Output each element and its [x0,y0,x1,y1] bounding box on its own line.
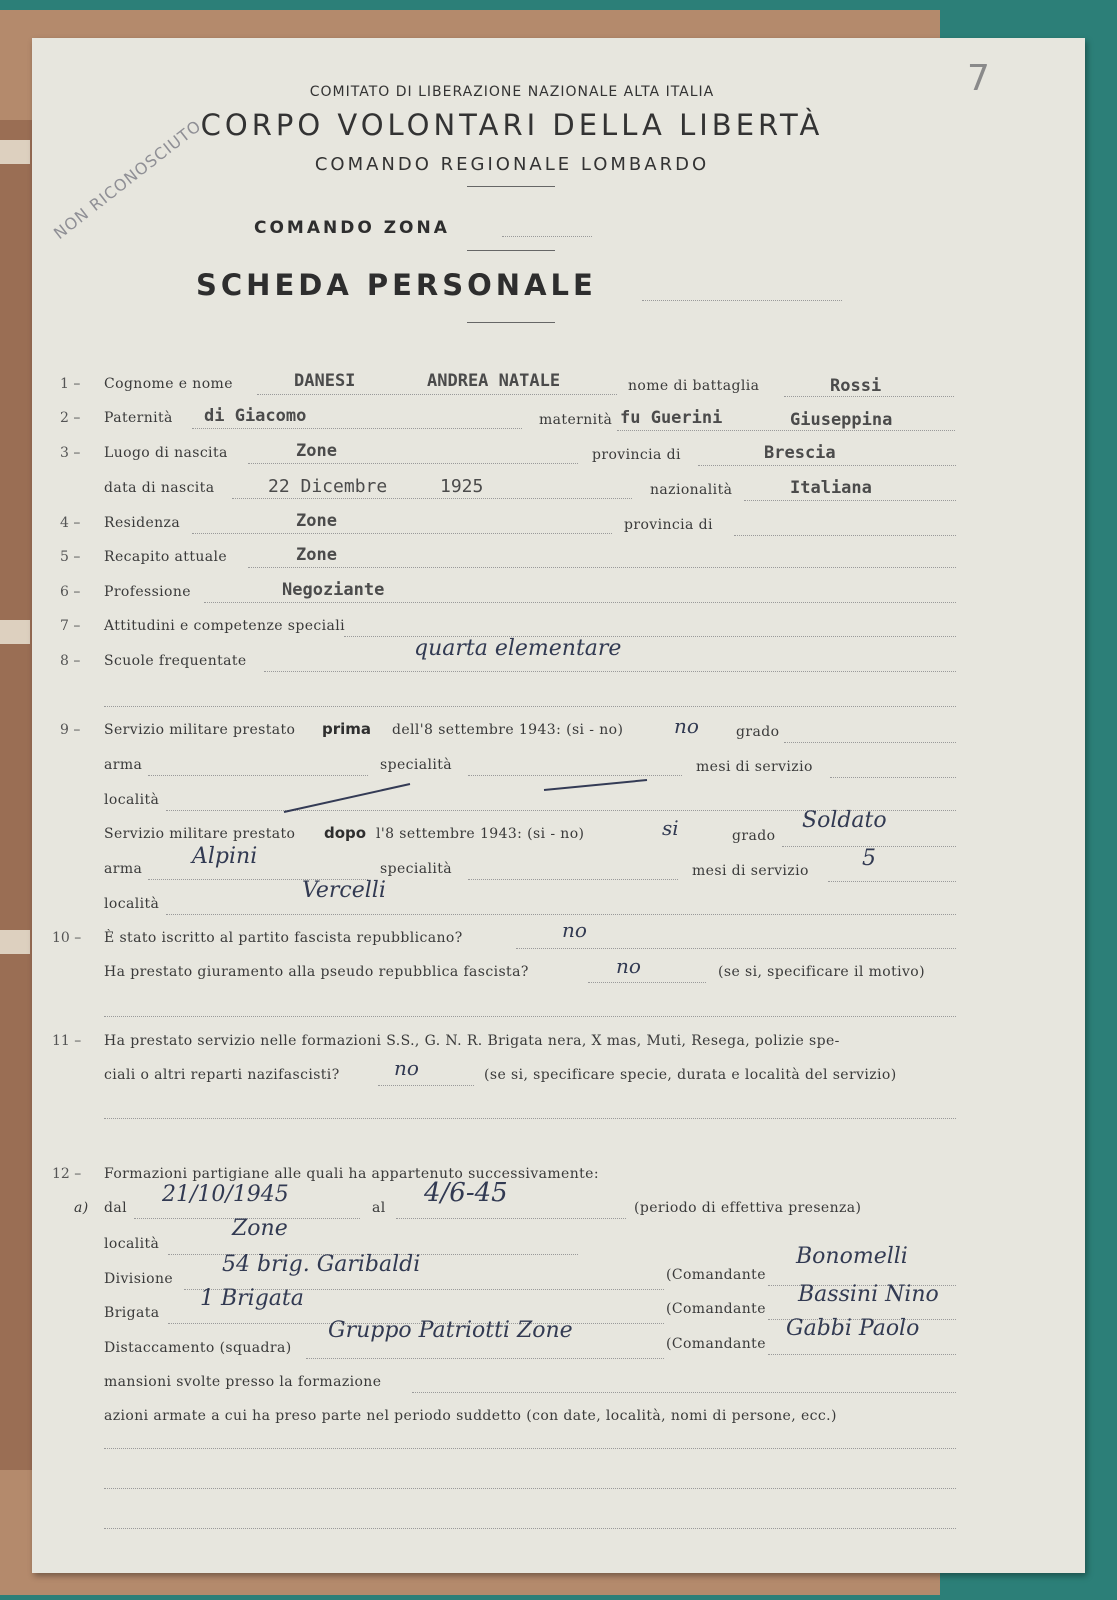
page-title: SCHEDA PERSONALE [196,268,597,302]
field-number: 3 – [60,445,81,461]
duties-label: mansioni svolte presso la formazione [104,1374,382,1390]
partisan-formations-label: Formazioni partigiane alle quali ha appartenuto successivamente: [104,1166,599,1182]
nazifascist-service-value: no [394,1056,419,1080]
field-number: 9 – [60,722,81,738]
personal-record-sheet [32,38,1085,1573]
dotted-line [516,948,956,949]
paternity-label: Paternità [104,410,173,426]
dotted-line [698,465,956,466]
location-value: Vercelli [302,878,386,903]
dotted-line [104,1488,956,1489]
to-label: al [372,1200,386,1216]
dotted-line [306,1358,664,1359]
nazifascist-service-label: Ha prestato servizio nelle formazioni S.S., G. N. R. Brigata nera, X mas, Muti, Resega, polizie spe- [104,1033,840,1049]
period-note: (periodo di effettiva presenza) [634,1200,862,1216]
birthdate-label: data di nascita [104,480,215,496]
maternity-label: maternità [539,412,613,428]
dotted-line [744,500,956,501]
surname-value: DANESI [294,371,356,391]
schools-value: quarta elementare [414,636,622,661]
fascist-party-label: È stato iscritto al partito fascista repubblicano? [104,930,463,946]
birthyear-value: 1925 [440,476,484,497]
location-value: Zone [232,1216,288,1241]
detachment-label: Distaccamento (squadra) [104,1340,292,1356]
military-service-after-label: Servizio militare prestato [104,826,296,842]
dotted-line [257,394,617,395]
armed-actions-label: azioni armate a cui ha preso parte nel periodo suddetto (con date, località, nomi di persone, ecc.) [104,1408,837,1424]
service-months-value: 5 [862,846,876,871]
specialty-label: specialità [380,861,453,877]
division-value: 54 brig. Garibaldi [222,1252,421,1277]
birthplace-value: Zone [296,441,337,461]
field-number: 8 – [60,653,81,669]
dotted-line [166,914,956,915]
dotted-line [617,430,955,431]
dotted-line [830,777,956,778]
residence-value: Zone [296,511,337,531]
military-service-date-label: dell'8 settembre 1943: (si - no) [392,722,624,738]
header-divider [467,186,555,187]
dotted-line [104,1118,956,1119]
location-label: località [104,896,160,912]
dotted-line [468,879,678,880]
commander-label: (Comandante [666,1336,766,1352]
item-a-label: a) [74,1200,89,1216]
schools-label: Scuole frequentate [104,653,247,669]
from-value: 21/10/1945 [162,1182,289,1207]
dotted-line [104,1448,956,1449]
dotted-line [828,881,956,882]
corps-heading: CORPO VOLONTARI DELLA LIBERTÀ [200,108,824,142]
nazifascist-service-note: (se si, specificare specie, durata e località del servizio) [484,1067,897,1083]
military-service-after-date-label: l'8 settembre 1943: (si - no) [376,826,585,842]
fascist-party-value: no [562,918,587,942]
battle-name-label: nome di battaglia [628,378,760,394]
surname-name-label: Cognome e nome [104,376,233,392]
dotted-line [104,1016,956,1017]
dotted-line [784,742,956,743]
before-label: prima [322,720,372,738]
stamp: NON RICONOSCIUTO [50,116,206,243]
first-name-value: ANDREA NATALE [427,371,561,391]
special-skills-label: Attitudini e competenze speciali [104,618,346,634]
strike-line [282,768,662,818]
dotted-line [734,535,956,536]
paternity-value: di Giacomo [204,406,307,426]
to-value: 4/6-45 [424,1178,508,1208]
service-months-label: mesi di servizio [696,759,813,775]
dotted-line [204,602,956,603]
field-number: 10 – [52,930,82,946]
location-label: località [104,1236,160,1252]
dotted-line [396,1218,626,1219]
brigade-commander-value: Bassini Nino [798,1282,939,1307]
maternity-value-firstname: Giuseppina [790,410,893,430]
oath-value: no [616,954,641,978]
oath-label: Ha prestato giuramento alla pseudo repubblica fascista? [104,964,529,980]
profession-value: Negoziante [282,580,385,600]
dotted-line [248,463,578,464]
field-number: 5 – [60,549,81,565]
dotted-line [588,982,706,983]
arm-label: arma [104,757,143,773]
residence-province-label: provincia di [624,517,713,533]
dotted-line [104,706,956,707]
residence-label: Residenza [104,515,181,531]
current-address-label: Recapito attuale [104,549,228,565]
zone-heading: COMANDO ZONA [254,218,450,238]
military-service-label: Servizio militare prestato [104,722,296,738]
page-number: 7 [967,58,990,99]
brigade-label: Brigata [104,1305,160,1321]
folder-spine [0,120,34,1470]
profession-label: Professione [104,584,191,600]
birthplace-label: Luogo di nascita [104,445,228,461]
dotted-line [768,1354,956,1355]
commander-label: (Comandante [666,1267,766,1283]
current-address-value: Zone [296,545,337,565]
battle-name-value: Rossi [830,376,882,396]
field-number: 7 – [60,618,81,634]
birth-province-value: Brescia [764,443,836,463]
detachment-value: Gruppo Patriotti Zone [328,1318,573,1343]
field-number: 4 – [60,515,81,531]
commander-label: (Comandante [666,1301,766,1317]
field-number: 11 – [52,1033,82,1049]
detachment-commander-value: Gabbi Paolo [786,1316,920,1341]
dotted-line [192,533,612,534]
dotted-line [264,671,956,672]
birth-province-label: provincia di [592,447,681,463]
rank-label: grado [736,724,780,740]
after-label: dopo [324,824,367,842]
brigade-value: 1 Brigata [200,1286,304,1311]
division-commander-value: Bonomelli [796,1244,908,1269]
nationality-label: nazionalità [650,482,733,498]
birthdate-value: 22 Dicembre [268,476,388,497]
dotted-line [412,1392,956,1393]
field-number: 2 – [60,410,81,426]
rank-label: grado [732,828,776,844]
dotted-line [378,1085,474,1086]
service-after-answer: si [662,816,679,840]
field-number: 1 – [60,376,81,392]
dotted-line [248,567,956,568]
folder-tab [0,930,30,954]
service-before-answer: no [674,714,699,738]
header-divider [467,250,555,251]
arm-label: arma [104,861,143,877]
oath-note: (se si, specificare il motivo) [718,964,925,980]
dotted-line [642,300,842,301]
dotted-line [502,236,592,237]
header-divider [467,322,555,323]
folder-tab [0,140,30,164]
from-label: dal [104,1200,127,1216]
dotted-line [232,498,632,499]
arm-value: Alpini [192,844,258,869]
field-number: 12 – [52,1166,82,1182]
nazifascist-service-label-cont: ciali o altri reparti nazifascisti? [104,1067,340,1083]
maternity-value: fu Guerini [620,408,723,428]
specialty-label: specialità [380,757,453,773]
field-number: 6 – [60,584,81,600]
location-label: località [104,792,160,808]
dotted-line [192,428,522,429]
nationality-value: Italiana [790,478,872,498]
service-months-label: mesi di servizio [692,863,809,879]
committee-heading: COMITATO DI LIBERAZIONE NAZIONALE ALTA ITALIA [309,84,715,100]
dotted-line [104,1528,956,1529]
folder-tab [0,620,30,644]
rank-value: Soldato [802,808,887,833]
division-label: Divisione [104,1271,174,1287]
command-heading: COMANDO REGIONALE LOMBARDO [314,154,710,175]
dotted-line [784,396,954,397]
